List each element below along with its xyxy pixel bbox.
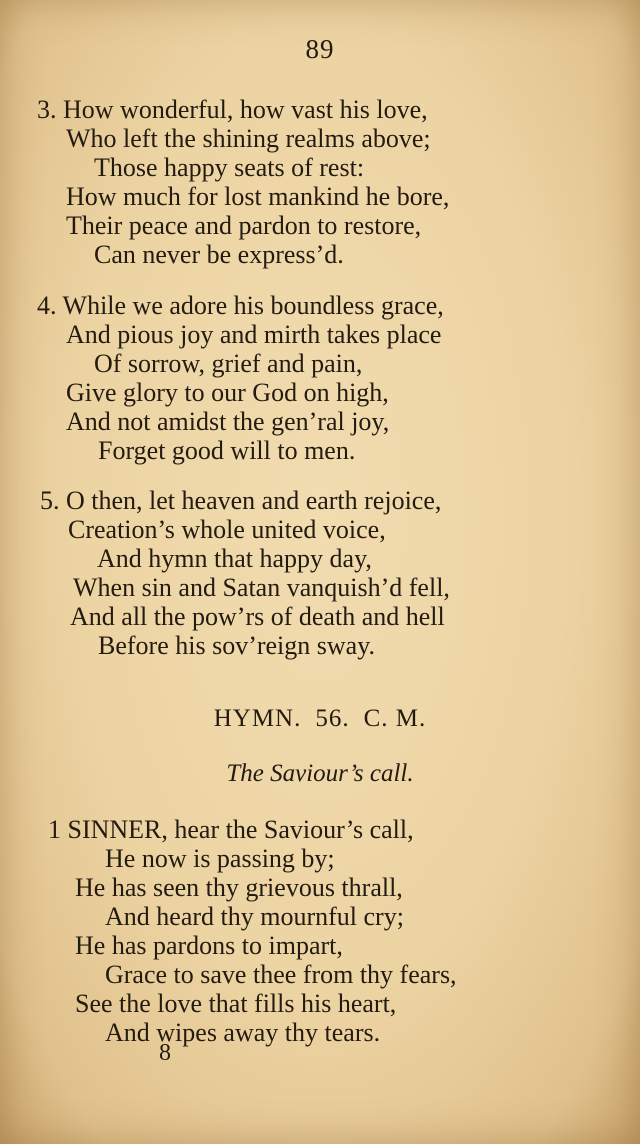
stanza-line: Creation’s whole united voice,	[68, 515, 386, 544]
stanza-line: Can never be express’d.	[94, 240, 344, 269]
stanza-line: Their peace and pardon to restore,	[66, 211, 422, 240]
stanza-line: Who left the shining realms above;	[66, 124, 431, 153]
stanza-line: Of sorrow, grief and pain,	[94, 349, 363, 378]
stanza-line: Give glory to our God on high,	[66, 378, 389, 407]
stanza-line: And hymn that happy day,	[97, 544, 372, 573]
stanza-line: When sin and Satan vanquish’d fell,	[73, 573, 450, 602]
stanza-line: 3. How wonderful, how vast his love,	[37, 95, 428, 124]
stanza-line: 4. While we adore his boundless grace,	[37, 291, 444, 320]
stanza-line: Those happy seats of rest:	[94, 153, 365, 182]
stanza-line: Grace to save thee from thy fears,	[105, 960, 457, 989]
page-number: 89	[305, 34, 335, 64]
stanza-line: He has seen thy grievous thrall,	[75, 873, 403, 902]
stanza-line: And wipes away thy tears.	[105, 1018, 381, 1047]
stanza-line: And heard thy mournful cry;	[105, 902, 404, 931]
hymn-number: 56.	[315, 705, 350, 732]
hymn-label: HYMN.	[213, 705, 302, 732]
hymn-heading	[0, 705, 640, 733]
stanza-line: How much for lost mankind he bore,	[66, 182, 450, 211]
stanza-line: And pious joy and mirth takes place	[66, 320, 442, 349]
stanza-line: Forget good will to men.	[98, 436, 356, 465]
stanza-line: 5. O then, let heaven and earth rejoice,	[40, 486, 442, 515]
signature-mark: 8	[159, 1040, 171, 1066]
stanza-line: And all the pow’rs of death and hell	[70, 602, 445, 631]
stanza-line: And not amidst the gen’ral joy,	[66, 407, 390, 436]
stanza-line: Before his sov’reign sway.	[98, 631, 376, 660]
stanza-line: He has pardons to impart,	[75, 931, 343, 960]
stanza-line: 1 SINNER, hear the Saviour’s call,	[48, 815, 414, 844]
stanza-line: He now is passing by;	[105, 844, 335, 873]
hymn-meter: C. M.	[363, 705, 427, 732]
hymn-subtitle: The Saviour’s call.	[226, 760, 414, 787]
stanza-line: See the love that fills his heart,	[75, 989, 397, 1018]
